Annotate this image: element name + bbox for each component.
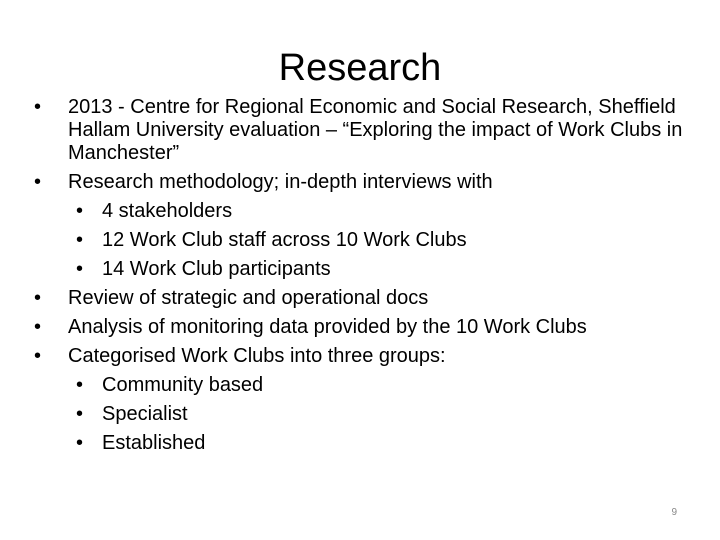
bullet-item: [30, 316, 690, 339]
sub-bullet-item: [30, 403, 690, 426]
bullet-icon: •: [76, 432, 84, 454]
bullet-item: [30, 345, 690, 368]
bullet-icon: •: [76, 374, 84, 396]
bullet-text: Community based: [102, 374, 264, 396]
bullet-icon: •: [76, 403, 84, 425]
sub-bullet-item: [30, 374, 690, 397]
bullet-icon: •: [34, 96, 42, 118]
bullet-icon: •: [34, 287, 42, 309]
bullet-icon: •: [76, 258, 84, 280]
bullet-icon: •: [76, 229, 84, 251]
bullet-list: [30, 96, 690, 461]
sub-bullet-item: [30, 432, 690, 455]
sub-bullet-item: [30, 258, 690, 281]
bullet-text: Specialist: [102, 403, 188, 425]
slide-title: Research: [278, 47, 442, 89]
bullet-text: 4 stakeholders: [102, 200, 233, 222]
bullet-text: Categorised Work Clubs into three groups:: [68, 345, 446, 367]
bullet-icon: •: [76, 200, 84, 222]
bullet-text: Review of strategic and operational docs: [68, 287, 429, 309]
bullet-item: [30, 171, 690, 194]
sub-bullet-item: [30, 229, 690, 252]
bullet-text: 2013 - Centre for Regional Economic and Social Research, Sheffield Hallam University evaluation – “Exploring the impact of Work Clubs in Manchester”: [68, 96, 683, 164]
bullet-text: 12 Work Club staff across 10 Work Clubs: [102, 229, 467, 251]
bullet-item: [30, 287, 690, 310]
bullet-text: Analysis of monitoring data provided by the 10 Work Clubs: [68, 316, 587, 338]
bullet-text: Established: [102, 432, 206, 454]
bullet-text: 14 Work Club participants: [102, 258, 331, 280]
page-number: 9: [671, 507, 677, 518]
bullet-icon: •: [34, 171, 42, 193]
bullet-icon: •: [34, 316, 42, 338]
bullet-item: [30, 96, 690, 165]
bullet-text: Research methodology; in-depth interviews with: [68, 171, 493, 193]
sub-bullet-item: [30, 200, 690, 223]
bullet-icon: •: [34, 345, 42, 367]
